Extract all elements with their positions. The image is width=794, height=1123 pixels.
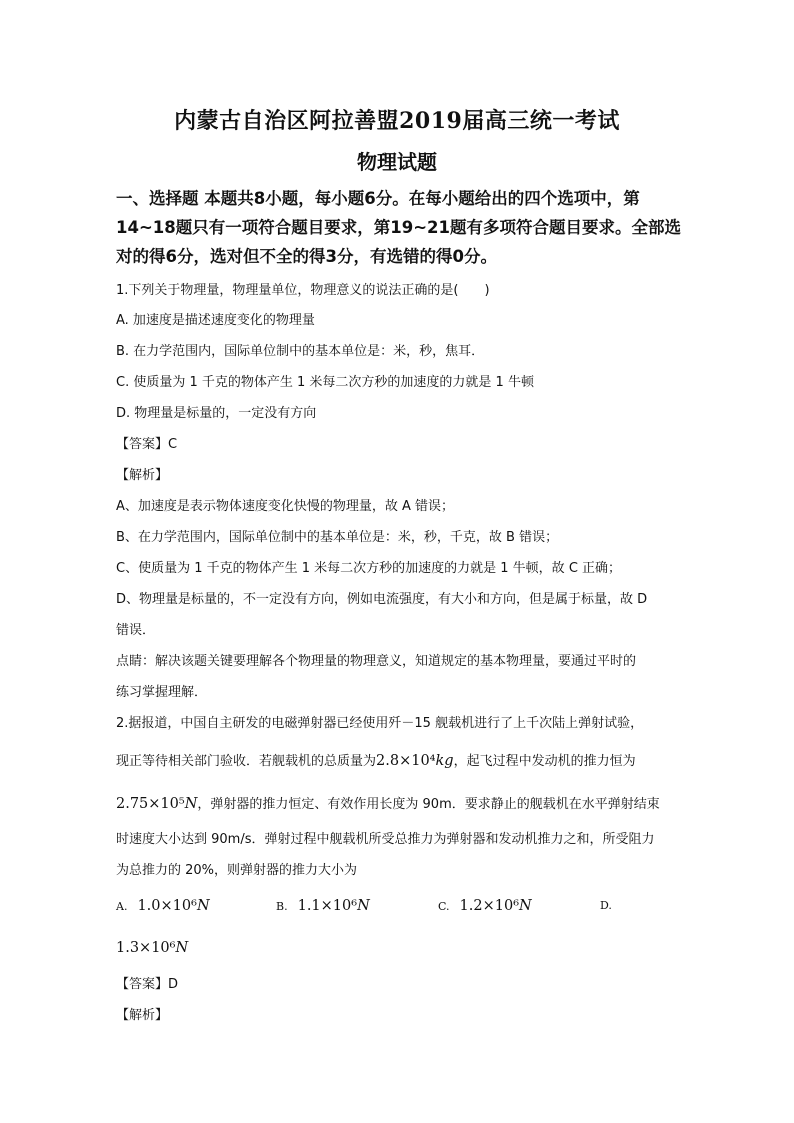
q2-text: ，弹射器的推力恒定、有效作用长度为 90m．要求静止的舰载机在水平弹射结束 xyxy=(197,797,660,812)
q2-option-b: B. 1.1×10⁶N xyxy=(276,898,370,914)
q2-option-d-label: D. xyxy=(600,899,612,912)
q2-stem-line xyxy=(116,752,636,771)
q2-answer xyxy=(116,976,178,994)
q1-analysis-line: D、物理量是标量的，不一定没有方向，例如电流强度，有大小和方向，但是属于标量，故 D xyxy=(116,592,648,607)
exam-title: 内蒙古自治区阿拉善盟2019届高三统一考试 xyxy=(174,108,620,134)
answer-tag: 【答案】 xyxy=(116,977,169,992)
section-heading: 一、选择题 本题共8小题，每小题6分。在每小题给出的四个选项中，第14~18题只有一项符合题目要求，第19~21题有多项符合题目要求。全部选对的得6分，选对但不全的得3分，有选错的得0分。 xyxy=(116,189,681,266)
answer-value: D xyxy=(168,977,179,992)
q1-analysis-line: B、在力学范围内，国际单位制中的基本单位是：米，秒，千克，故 B 错误； xyxy=(116,530,559,545)
q1-option-a: A. 加速度是描述速度变化的物理量 xyxy=(116,313,315,328)
q2-stem-line: 为总推力的 20%，则弹射器的推力大小为 xyxy=(116,863,358,878)
q1-option-b: B. 在力学范围内，国际单位制中的基本单位是：米，秒，焦耳． xyxy=(116,344,485,359)
q2-stem-line: 2.据报道，中国自主研发的电磁弹射器已经使用歼－15 舰载机进行了上千次陆上弹射试验， xyxy=(116,716,644,731)
mass-value: 2.8×10⁴kg xyxy=(376,753,454,769)
q1-option-d: D. 物理量是标量的，一定没有方向 xyxy=(116,406,317,421)
q2-text: ，起飞过程中发动机的推力恒为 xyxy=(453,754,636,769)
q1-option-c: C. 使质量为 1 千克的物体产生 1 米每二次方秒的加速度的力就是 1 牛顿 xyxy=(116,375,534,390)
q1-analysis-tag: 【解析】 xyxy=(116,468,169,483)
q2-stem-line xyxy=(116,795,660,814)
q2-stem-line: 时速度大小达到 90m/s．弹射过程中舰载机所受总推力为弹射器和发动机推力之和，所受阻力 xyxy=(116,832,655,847)
q1-answer xyxy=(116,436,177,454)
q1-analysis-line: C、使质量为 1 千克的物体产生 1 米每二次方秒的加速度的力就是 1 牛顿，故 C 正确； xyxy=(116,561,622,576)
q1-tip-line: 点睛：解决该题关键要理解各个物理量的物理意义，知道规定的基本物理量，要通过平时的 xyxy=(116,654,637,669)
answer-value: C xyxy=(168,437,178,452)
q2-option-a: A. 1.0×10⁶N xyxy=(116,898,210,914)
q1-stem: 1.下列关于物理量，物理量单位，物理意义的说法正确的是( ) xyxy=(116,283,490,298)
thrust-value: 2.75×10⁵N xyxy=(116,796,198,812)
q1-analysis-line: A、加速度是表示物体速度变化快慢的物理量，故 A 错误； xyxy=(116,499,455,514)
q2-option-c: C. 1.2×10⁶N xyxy=(438,898,532,914)
subject-title: 物理试题 xyxy=(357,150,437,174)
q1-analysis-line: 错误． xyxy=(116,623,156,638)
q1-tip-line: 练习掌握理解． xyxy=(116,685,208,700)
q2-option-d-value: 1.3×10⁶N xyxy=(116,940,189,956)
answer-tag: 【答案】 xyxy=(116,437,169,452)
q2-text: 现正等待相关部门验收．若舰载机的总质量为 xyxy=(116,754,377,769)
q2-analysis-tag: 【解析】 xyxy=(116,1008,169,1023)
